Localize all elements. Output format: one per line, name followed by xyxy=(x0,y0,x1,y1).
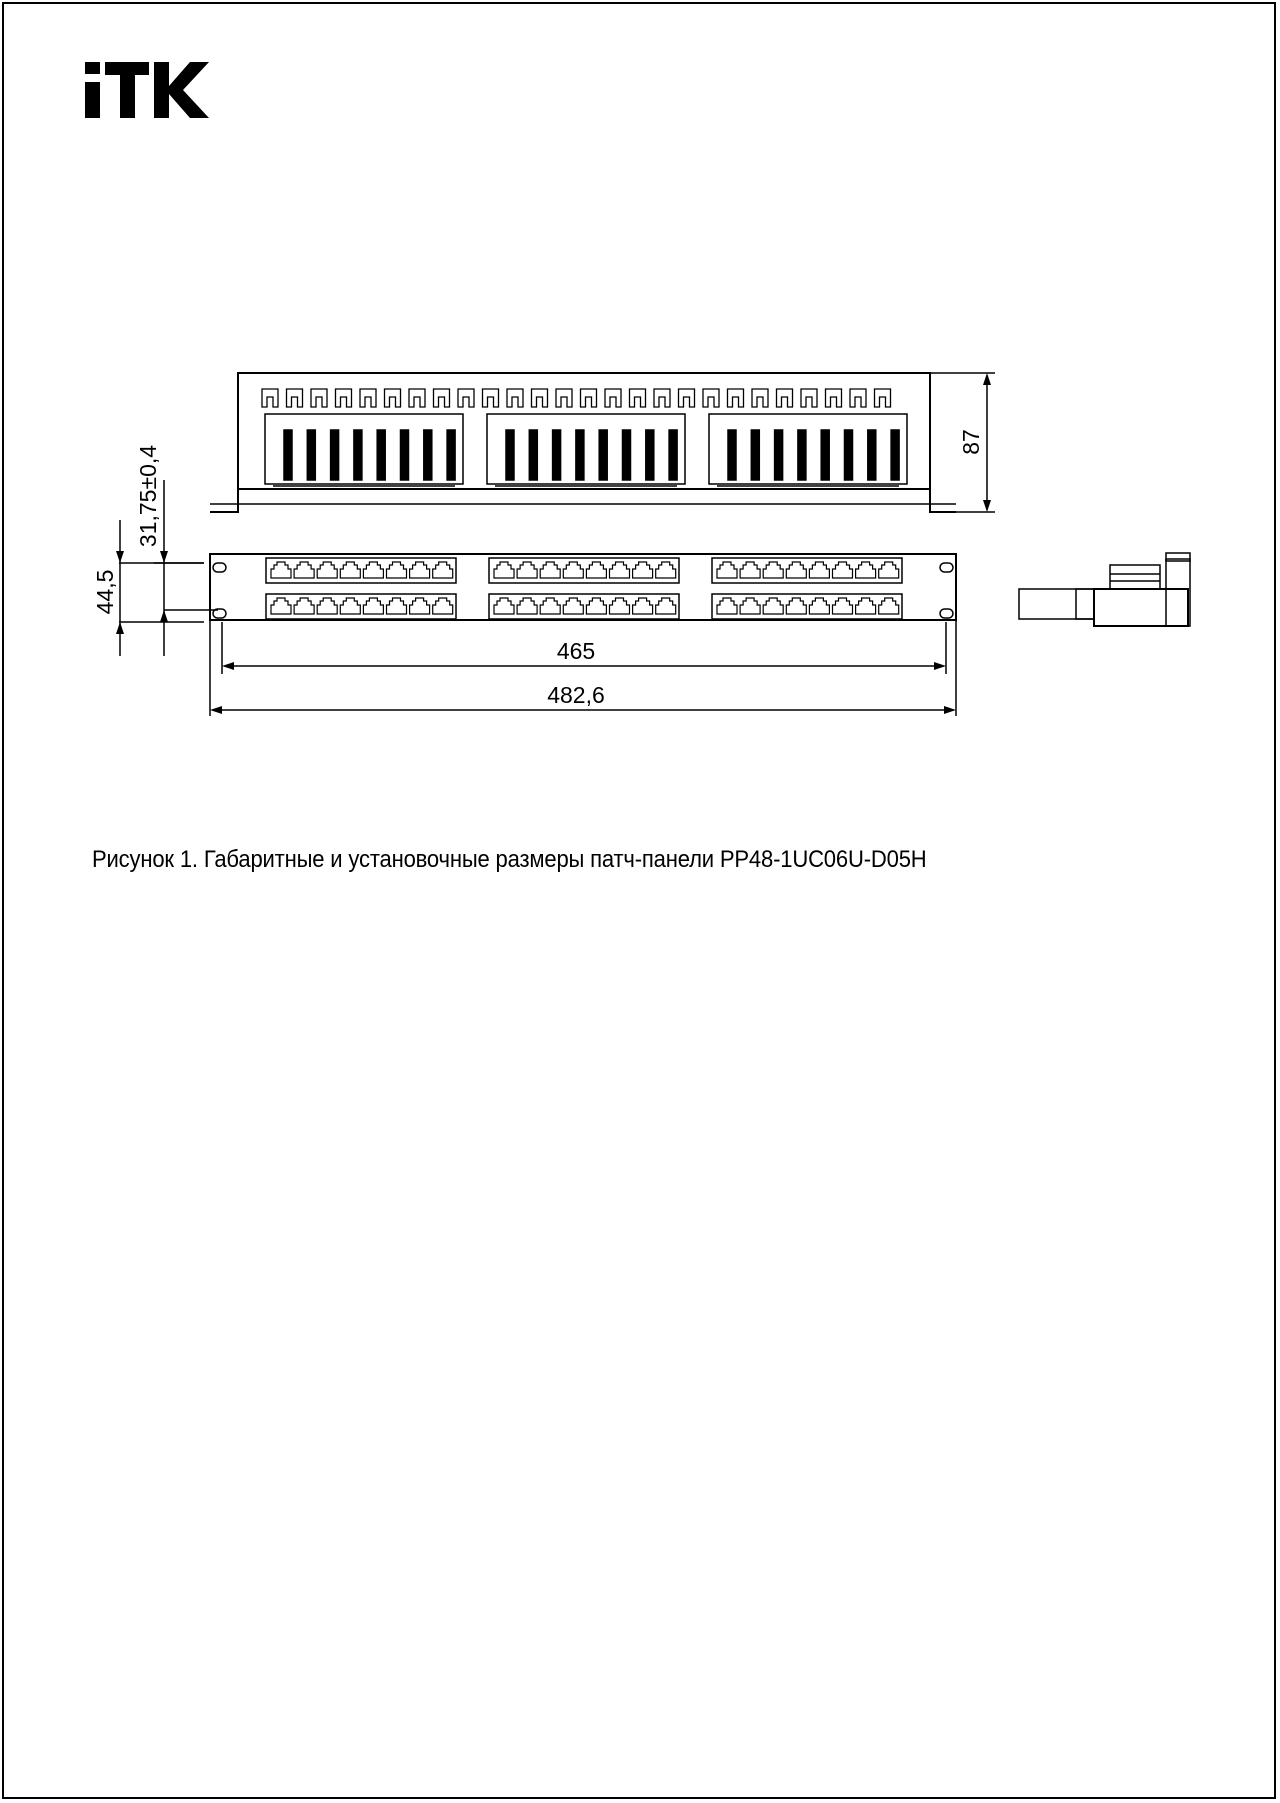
side-cable xyxy=(1019,589,1094,619)
rj45-port xyxy=(833,562,853,578)
side-body xyxy=(1094,589,1188,626)
rj45-port xyxy=(717,562,737,578)
height-label: 44,5 xyxy=(92,569,118,615)
rj45-port xyxy=(740,562,760,578)
idc-slot xyxy=(401,430,409,480)
rj45-port xyxy=(610,598,630,614)
idc-block xyxy=(709,414,907,484)
idc-terminal xyxy=(875,389,891,407)
rj45-port xyxy=(271,562,291,578)
rj45-port xyxy=(656,562,676,578)
idc-slot xyxy=(623,430,631,480)
idc-slot xyxy=(447,430,455,480)
idc-terminal xyxy=(262,389,278,407)
rj45-port xyxy=(786,598,806,614)
rj45-port xyxy=(317,562,337,578)
idc-slot xyxy=(354,430,362,480)
idc-slot xyxy=(424,430,432,480)
rj45-port xyxy=(340,562,360,578)
front-view xyxy=(210,554,956,620)
idc-slot xyxy=(599,430,607,480)
rj45-port xyxy=(540,562,560,578)
idc-terminal-row xyxy=(262,389,891,407)
idc-slot xyxy=(506,430,514,480)
rj45-port xyxy=(656,598,676,614)
idc-block xyxy=(487,414,685,484)
rj45-port xyxy=(387,562,407,578)
rj45-port xyxy=(633,562,653,578)
rj45-port xyxy=(563,598,583,614)
rj45-port xyxy=(763,598,783,614)
rj45-port xyxy=(433,562,453,578)
idc-terminal xyxy=(287,389,303,407)
top-view xyxy=(210,373,956,512)
rj45-port xyxy=(294,598,314,614)
rj45-port xyxy=(833,598,853,614)
rj45-port xyxy=(879,598,899,614)
idc-terminal xyxy=(850,389,866,407)
idc-slot xyxy=(307,430,315,480)
rj45-port xyxy=(856,562,876,578)
rj45-port xyxy=(387,598,407,614)
hole-spacing-label: 465 xyxy=(556,638,596,664)
rj45-port xyxy=(271,598,291,614)
rj45-port xyxy=(809,598,829,614)
mount-hole xyxy=(940,563,953,572)
depth-dimension xyxy=(930,373,995,512)
rj45-port xyxy=(363,598,383,614)
rj45-port xyxy=(809,562,829,578)
idc-slot xyxy=(377,430,385,480)
idc-terminal xyxy=(630,389,646,407)
rj45-port xyxy=(517,598,537,614)
top-view-bracket xyxy=(210,489,956,512)
rj45-port xyxy=(717,598,737,614)
mount-spacing-label: 31,75±0,4 xyxy=(135,444,161,548)
height-dimensions xyxy=(92,445,218,656)
idc-slot xyxy=(845,430,853,480)
mount-hole xyxy=(940,609,953,618)
rj45-port xyxy=(856,598,876,614)
rj45-port xyxy=(786,562,806,578)
idc-terminal xyxy=(679,389,695,407)
overall-width-label: 482,6 xyxy=(547,682,605,708)
idc-slot xyxy=(529,430,537,480)
idc-slot xyxy=(553,430,561,480)
idc-terminal xyxy=(360,389,376,407)
rj45-port xyxy=(763,562,783,578)
idc-terminal xyxy=(654,389,670,407)
idc-blocks xyxy=(265,414,907,486)
idc-terminal xyxy=(826,389,842,407)
idc-slot xyxy=(284,430,292,480)
idc-terminal xyxy=(336,389,352,407)
rj45-port xyxy=(433,598,453,614)
rj45-port xyxy=(494,598,514,614)
rj45-port xyxy=(563,562,583,578)
rj45-port-blocks xyxy=(266,558,902,619)
idc-slot xyxy=(868,430,876,480)
rj45-port xyxy=(540,598,560,614)
depth-label: 87 xyxy=(958,429,984,455)
idc-slot xyxy=(821,430,829,480)
rj45-port xyxy=(879,562,899,578)
rj45-port xyxy=(294,562,314,578)
rj45-port xyxy=(410,562,430,578)
side-view xyxy=(1019,553,1190,626)
idc-terminal xyxy=(752,389,768,407)
idc-terminal xyxy=(556,389,572,407)
idc-slot xyxy=(646,430,654,480)
rj45-port xyxy=(363,562,383,578)
idc-slot xyxy=(331,430,339,480)
idc-slot xyxy=(751,430,759,480)
idc-terminal xyxy=(728,389,744,407)
idc-terminal xyxy=(777,389,793,407)
idc-terminal xyxy=(801,389,817,407)
idc-terminal xyxy=(434,389,450,407)
idc-terminal xyxy=(483,389,499,407)
idc-terminal xyxy=(311,389,327,407)
rj45-port xyxy=(517,562,537,578)
idc-slot xyxy=(728,430,736,480)
rj45-port xyxy=(340,598,360,614)
idc-terminal xyxy=(458,389,474,407)
idc-block xyxy=(265,414,463,484)
figure-caption: Рисунок 1. Габаритные и установочные размеры патч-панели PP48-1UC06U-D05H xyxy=(92,846,927,873)
rj45-port xyxy=(494,562,514,578)
idc-slot xyxy=(798,430,806,480)
idc-slot xyxy=(775,430,783,480)
rj45-port xyxy=(740,598,760,614)
rj45-port xyxy=(410,598,430,614)
rj45-port xyxy=(586,598,606,614)
idc-terminal xyxy=(532,389,548,407)
idc-terminal xyxy=(703,389,719,407)
idc-terminal xyxy=(385,389,401,407)
rj45-port xyxy=(586,562,606,578)
rj45-port xyxy=(610,562,630,578)
idc-terminal xyxy=(581,389,597,407)
width-dimensions xyxy=(210,620,956,716)
rj45-port xyxy=(633,598,653,614)
idc-terminal xyxy=(409,389,425,407)
rj45-port xyxy=(317,598,337,614)
idc-terminal xyxy=(605,389,621,407)
idc-slot xyxy=(669,430,677,480)
idc-slot xyxy=(891,430,899,480)
idc-slot xyxy=(576,430,584,480)
mount-hole xyxy=(213,563,226,572)
idc-terminal xyxy=(507,389,523,407)
